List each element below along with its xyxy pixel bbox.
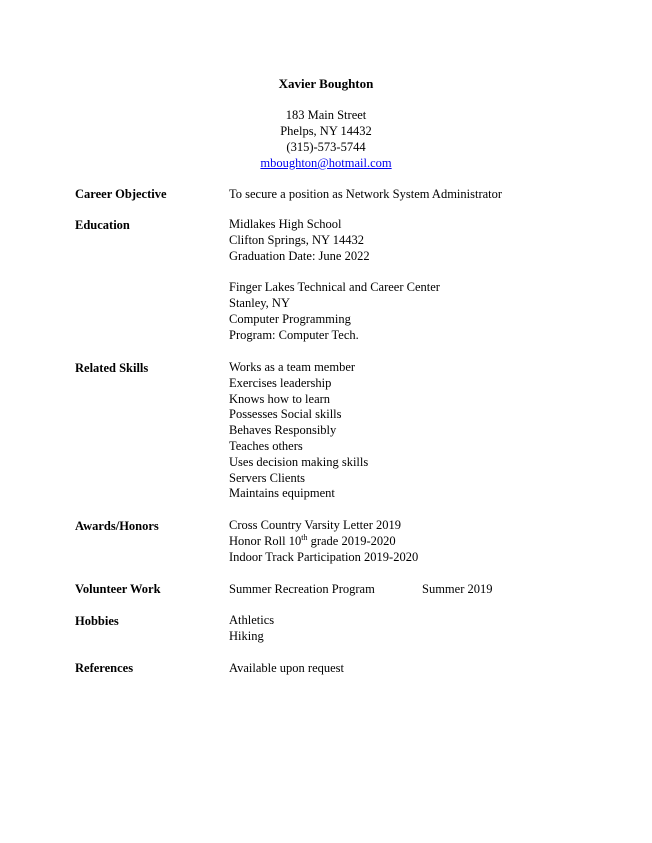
- resume-header: [0, 76, 652, 171]
- hobby-item: Hiking: [229, 628, 264, 643]
- volunteer-date: Summer 2019: [422, 582, 493, 596]
- tech-center-location: Stanley, NY: [229, 296, 290, 311]
- hobby-item: Athletics: [229, 613, 275, 627]
- hobbies-list: [229, 613, 274, 645]
- school-location: Clifton Springs, NY 14432: [229, 232, 364, 247]
- volunteer-label: Volunteer Work: [75, 582, 161, 596]
- skill-item: Servers Clients: [229, 470, 306, 485]
- awards-list: [229, 518, 418, 565]
- education-label: Education: [75, 218, 130, 232]
- awards-label: Awards/Honors: [75, 519, 159, 533]
- tech-center-program: Program: Computer Tech.: [229, 327, 359, 342]
- city-state-zip: Phelps, NY 14432: [280, 124, 372, 138]
- school-name: Midlakes High School: [229, 217, 342, 231]
- related-skills-label: Related Skills: [75, 361, 149, 375]
- street-address: 183 Main Street: [285, 108, 367, 122]
- career-objective-label: Career Objective: [75, 187, 167, 201]
- tech-center-course: Computer Programming: [229, 311, 351, 326]
- volunteer-entry: [229, 581, 492, 597]
- email-link[interactable]: mboughton@hotmail.com: [260, 156, 392, 170]
- skill-item: Works as a team member: [229, 360, 356, 374]
- education-section: [229, 217, 440, 344]
- phone-number: (315)-573-5744: [286, 140, 366, 154]
- skill-item: Teaches others: [229, 438, 303, 453]
- references-text: Available upon request: [229, 661, 345, 675]
- tech-center-name: Finger Lakes Technical and Career Center: [229, 280, 440, 295]
- skill-item: Possesses Social skills: [229, 407, 342, 422]
- skill-item: Exercises leadership: [229, 375, 332, 390]
- volunteer-activity: Summer Recreation Program: [229, 582, 375, 596]
- hobbies-label: Hobbies: [75, 614, 119, 628]
- graduation-date: Graduation Date: June 2022: [229, 248, 370, 263]
- award-item: Honor Roll 10th grade 2019-2020: [229, 532, 396, 548]
- skills-list: [229, 360, 368, 502]
- skill-item: Uses decision making skills: [229, 454, 369, 469]
- skill-item: Knows how to learn: [229, 391, 331, 406]
- candidate-name: Xavier Boughton: [278, 76, 374, 91]
- skill-item: Maintains equipment: [229, 486, 335, 501]
- skill-item: Behaves Responsibly: [229, 423, 337, 438]
- references-label: References: [75, 661, 134, 675]
- career-objective-text: To secure a position as Network System Administrator: [229, 187, 503, 201]
- contact-block: [0, 107, 652, 171]
- award-item: Indoor Track Participation 2019-2020: [229, 549, 419, 564]
- award-item: Cross Country Varsity Letter 2019: [229, 518, 401, 532]
